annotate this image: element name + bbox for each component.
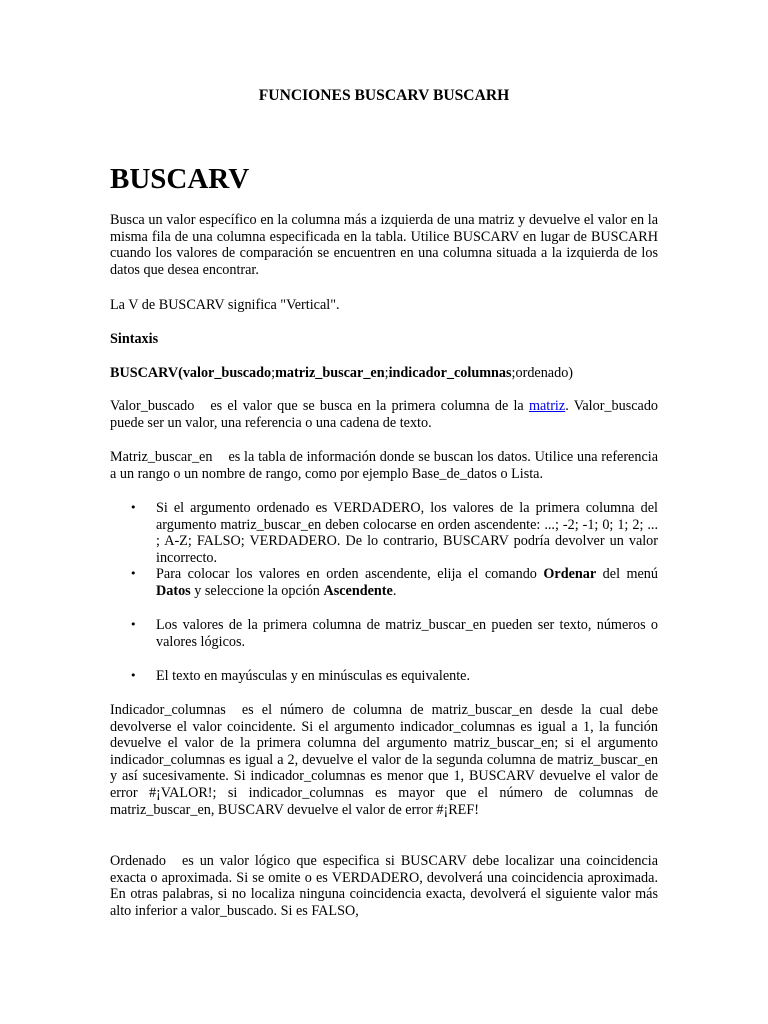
ordenado-term: Ordenado	[110, 853, 166, 869]
valor-buscado-text-end: . Valor_buscado puede ser un valor, una referencia o una cadena de texto.	[110, 398, 659, 431]
list-item	[110, 566, 658, 599]
ordenado-text: es un valor lógico que especifica si BUSCARV debe localizar una coincidencia exacta o aproximada. Si se omite o es VERDADERO, devolverá una coincidencia aproximada. En otras palabras, si no localiza ninguna coincidencia exacta, devolverá el siguiente valor más alto inferior a valor_buscado. Si es FALSO,	[110, 853, 658, 919]
indicador-columnas-term: Indicador_columnas	[110, 702, 226, 718]
valor-buscado-text: es el valor que se busca en la primera columna de la	[210, 398, 524, 414]
document-title: FUNCIONES BUSCARV BUSCARH	[258, 87, 510, 104]
list-item: • Los valores de la primera columna de matriz_buscar_en pueden ser texto, números o valores lógicos.	[110, 617, 658, 650]
ordenado-paragraph	[110, 853, 658, 919]
syntax-label: Sintaxis	[110, 331, 159, 347]
first-column-values-list	[110, 617, 658, 650]
list-item: • El texto en mayúsculas y en minúsculas es equivalente.	[110, 668, 658, 685]
indicador-columnas-text: es el número de columna de matriz_buscar_en desde la cual debe devolverse el valor coincidente. Si el argumento indicador_columnas es igual a 1, la función devuelve el valor de la primera columna del argumento matriz_buscar_en; si el argumento indicador_columnas es igual a 2, devuelve el valor de la segunda columna de matriz_buscar_en y así sucesivamente. Si indicador_columnas es menor que 1, BUSCARV devuelve el valor de error #¡VALOR!; si indicador_columnas es mayor que el número de columnas de matriz_buscar_en, BUSCARV devuelve el valor de error #¡REF!	[110, 702, 658, 818]
syntax-separator: ;	[384, 365, 389, 381]
syntax-line	[110, 365, 658, 382]
syntax-separator: ;	[511, 365, 516, 381]
section-heading: BUSCARV	[110, 163, 250, 195]
syntax-arg-ordenado: ordenado)	[515, 365, 574, 381]
list-item: • Si el argumento ordenado es VERDADERO, los valores de la primera columna del argumento matriz_buscar_en deben colocarse en orden ascendente: ...; -2; -1; 0; 1; 2; ... ; A-Z; FALSO; VERDADERO. De lo contrario, BUSCARV podría devolver un valor incorrecto.	[110, 500, 658, 566]
datos-menu: Datos	[156, 582, 191, 599]
v-meaning-paragraph: La V de BUSCARV significa "Vertical".	[110, 297, 340, 313]
list-item-text: y seleccione la opción	[194, 582, 320, 599]
list-item-text: Para colocar los valores en orden ascendente, elija el comando	[156, 566, 537, 583]
ascendente-option: Ascendente	[323, 582, 393, 599]
indicador-columnas-paragraph	[110, 702, 658, 818]
matriz-buscar-en-paragraph	[110, 449, 658, 482]
matriz-buscar-en-term: Matriz_buscar_en	[110, 449, 213, 465]
valor-buscado-term: Valor_buscado	[110, 398, 195, 414]
matriz-buscar-en-text: es la tabla de información donde se buscan los datos. Utilice una referencia a un rango o un nombre de rango, como por ejemplo Base_de_datos o Lista.	[110, 449, 658, 482]
ordenar-command: Ordenar	[543, 566, 597, 583]
syntax-function: BUSCARV(	[110, 365, 183, 381]
intro-paragraph: Busca un valor específico en la columna más a izquierda de una matriz y devuelve el valor en la misma fila de una columna especificada en la tabla. Utilice BUSCARV en lugar de BUSCARH cuando los valores de comparación se encuentren en una columna situada a la izquierda de los datos que desea encontrar.	[110, 212, 658, 278]
list-item-text: del menú	[602, 566, 658, 583]
case-insensitive-list	[110, 668, 658, 685]
syntax-arg-indicador-columnas: indicador_columnas	[388, 365, 512, 381]
matriz-link[interactable]: matriz	[528, 398, 566, 414]
syntax-arg-valor-buscado: valor_buscado	[182, 365, 272, 381]
ordenado-rules-list	[110, 500, 658, 600]
valor-buscado-paragraph	[110, 398, 658, 431]
syntax-arg-matriz-buscar-en: matriz_buscar_en	[275, 365, 385, 381]
list-item-text: .	[392, 582, 397, 599]
syntax-separator: ;	[271, 365, 276, 381]
